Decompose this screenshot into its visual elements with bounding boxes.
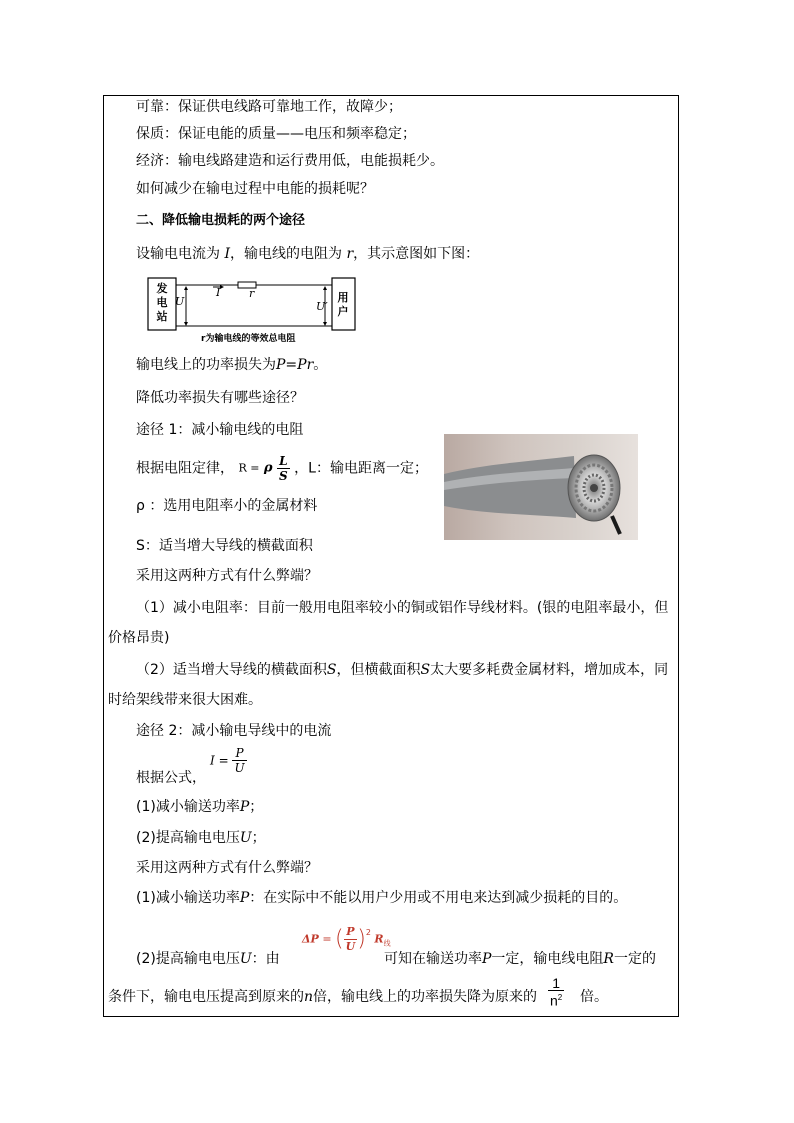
core-strand <box>590 484 598 492</box>
formula-fraction-P-U <box>344 925 358 954</box>
line-S: S：适当增大导线的横截面积 <box>136 538 313 554</box>
text: 根据电阻定律， <box>136 460 234 477</box>
var-P: P <box>482 951 492 967</box>
line-conclusion <box>108 988 537 1006</box>
var-R: R <box>603 951 614 967</box>
formula-eq: = <box>322 932 332 946</box>
line-way1: 途径 1：减小输电线的电阻 <box>136 422 304 438</box>
formula-fraction-L-S <box>277 454 290 483</box>
text: 输电线上的功率损失为 <box>136 357 276 373</box>
section-heading: 二、降低输电损耗的两个途径 <box>136 213 306 228</box>
text: (1)减小输送功率 <box>136 890 240 906</box>
text: ，其示意图如下图： <box>353 246 480 262</box>
arrowhead <box>323 286 327 290</box>
text: ：由 <box>251 951 280 967</box>
voltage-U-label: U <box>175 295 185 308</box>
fraction-numerator: L <box>277 454 290 469</box>
formula-I-P-U <box>210 746 247 775</box>
transmission-diagram <box>145 276 359 346</box>
text: (2)提高输电电压 <box>136 951 240 967</box>
fraction-numerator: 1 <box>548 976 564 991</box>
formula-rho: ρ <box>263 460 273 476</box>
line-raise-voltage-drawback-b <box>384 950 656 968</box>
var-r: r <box>346 246 354 262</box>
resistance-r-label: r <box>249 287 255 300</box>
line-formula-label: 根据公式， <box>136 770 206 786</box>
line-power-loss <box>136 356 327 374</box>
fraction <box>548 976 564 1008</box>
formula-fraction-P-U <box>232 746 246 775</box>
text: 一定，输电线电阻 <box>491 951 604 967</box>
line-way2: 途径 2：减小输电导线中的电流 <box>136 723 332 739</box>
formula-eq: = <box>218 753 229 768</box>
fraction-denominator <box>548 991 564 1008</box>
line-quality: 保质：保证电能的质量——电压和频率稳定； <box>136 126 416 142</box>
line-reduce-resistivity: （1）减小电阻率：目前一般用电阻率较小的铜或铝作导线材料。(银的电阻率最小，但 <box>136 600 669 616</box>
formula-subscript: 线 <box>383 939 391 948</box>
arrowhead <box>184 286 188 290</box>
wire-end <box>612 516 620 534</box>
line-setup <box>136 245 479 263</box>
voltage-U-prime-label: U′ <box>316 300 328 313</box>
formula-R: R = <box>238 461 260 475</box>
text: ，L：输电距离一定； <box>294 460 428 477</box>
line-difficulty: 时给架线带来很大困难。 <box>108 692 262 708</box>
text: 。 <box>313 357 328 373</box>
var-U: U <box>239 951 252 967</box>
formula-exponent: 2 <box>365 928 371 937</box>
arrowhead <box>184 322 188 326</box>
exponent: 2 <box>557 993 563 1002</box>
cable-photo <box>444 434 638 540</box>
paren-left-icon: ( <box>335 926 344 952</box>
line-question: 如何减少在输电过程中电能的损耗呢？ <box>136 181 374 197</box>
line-silver-expensive: 价格昂贵) <box>108 630 170 646</box>
line-reduce-power-drawback <box>136 889 627 907</box>
line-ways: 降低功率损失有哪些途径？ <box>136 390 304 406</box>
text: ：在实际中不能以用户少用或不用电来达到减少损耗的目的。 <box>249 890 628 906</box>
line-raise-voltage-drawback-a <box>136 950 280 968</box>
line-drawbacks: 采用这两种方式有什么弊端？ <box>136 568 318 584</box>
content-frame <box>103 95 679 1017</box>
fraction-numerator: P <box>344 925 358 940</box>
var-n: n <box>304 989 314 1005</box>
line-drawbacks-2: 采用这两种方式有什么弊端？ <box>136 860 318 876</box>
line-resistance-law <box>136 454 428 483</box>
text: （2）适当增大导线的横截面积 <box>136 662 327 678</box>
text: ； <box>251 830 266 846</box>
power-station-label: 发电站 <box>156 282 168 323</box>
formula-power-loss: P=Pr <box>276 357 314 373</box>
paren-right-icon: ) <box>357 926 366 952</box>
line-economy: 经济：输电线路建造和运行费用低，电能损耗少。 <box>136 153 444 169</box>
formula-I: I <box>210 753 215 768</box>
current-I-label: I <box>216 286 221 299</box>
fraction-denominator: S <box>279 469 288 483</box>
fraction-denominator: U <box>234 761 245 775</box>
var-S: S <box>420 662 431 678</box>
arrowhead <box>323 322 327 326</box>
var-S: S <box>326 662 337 678</box>
var-P: P <box>239 799 250 815</box>
fraction-numerator: P <box>232 746 246 761</box>
formula-R: R <box>374 932 384 946</box>
cable-cross-section-photo <box>444 434 638 540</box>
user-label: 用户 <box>337 291 349 318</box>
line-rho: ρ ：选用电阻率小的金属材料 <box>136 498 318 514</box>
line-increase-area <box>136 661 668 679</box>
var-P: P <box>239 890 250 906</box>
text: 可知在输送功率 <box>384 951 482 967</box>
text: 太大要多耗费金属材料，增加成本，同 <box>430 662 669 678</box>
text: 条件下，输电电压提高到原来的 <box>108 989 304 1005</box>
line-reliable: 可靠：保证供电线路可靠地工作，故障少； <box>136 99 402 115</box>
current-arrowhead <box>220 285 224 289</box>
text: 倍，输电线上的功率损失降为原来的 <box>313 989 538 1005</box>
diagram-caption: r为输电线的等效总电阻 <box>201 334 296 344</box>
text: (2)提高输电电压 <box>136 830 240 846</box>
text: ，输电线的电阻为 <box>229 246 342 262</box>
text: 设输电电流为 <box>136 246 220 262</box>
text: ，但横截面积 <box>336 662 421 678</box>
var-n: n <box>550 992 558 1009</box>
line-reduce-power <box>136 798 263 816</box>
formula-one-over-n-squared <box>548 976 564 1008</box>
text: (1)减小输送功率 <box>136 799 240 815</box>
text: 一定的 <box>613 951 656 967</box>
line-raise-voltage <box>136 829 266 847</box>
line-conclusion-end: 倍。 <box>580 989 608 1005</box>
var-U: U <box>239 830 252 846</box>
formula-delta-P <box>302 925 391 954</box>
formula-dP: ΔP <box>302 932 319 946</box>
fraction-denominator: U <box>345 940 356 953</box>
var-I: I <box>224 246 230 262</box>
text: ； <box>249 799 264 815</box>
